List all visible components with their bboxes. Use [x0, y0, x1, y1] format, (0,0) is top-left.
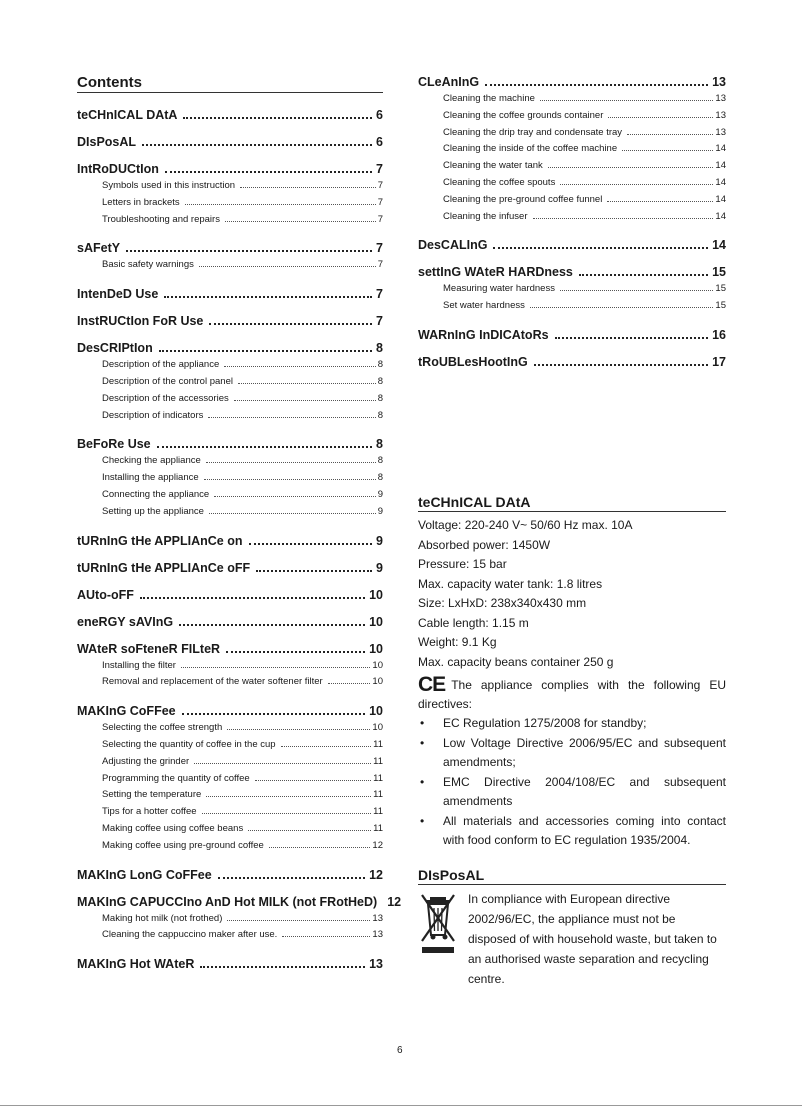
toc-entry-title: WAteR soFteneR FILteR [77, 641, 221, 656]
toc-section [77, 107, 383, 124]
toc-subentry[interactable] [102, 357, 383, 374]
footer-divider [0, 1105, 802, 1106]
toc-subentry-label: Description of the accessories [102, 392, 229, 404]
toc-entry[interactable] [77, 134, 383, 151]
toc-subentry[interactable] [102, 804, 383, 821]
dot-leader [182, 713, 365, 715]
toc-subentry-label: Cleaning the machine [443, 93, 535, 104]
toc-entry-page: 7 [376, 287, 383, 302]
toc-subentry[interactable] [102, 374, 383, 391]
toc-subentry-page: 11 [373, 772, 383, 784]
toc-entry[interactable] [77, 340, 383, 357]
toc-section [77, 587, 383, 604]
toc-entry-title: tRoUBLesHootInG [418, 354, 528, 369]
toc-section [77, 956, 383, 973]
toc-subentry-label: Connecting the appliance [102, 488, 210, 500]
toc-subentry-page: 7 [377, 180, 383, 191]
toc-entry[interactable] [77, 703, 383, 720]
toc-subentry-label: Setting the temperature [102, 789, 202, 801]
toc-subentry-page: 14 [715, 143, 726, 155]
toc-subentry-label: Basic safety warnings [102, 259, 194, 271]
toc-subentry[interactable] [102, 771, 383, 788]
toc-subentry-page: 14 [715, 193, 726, 205]
spec-line: Max. capacity water tank: 1.8 litres [418, 576, 603, 591]
dot-leader [209, 513, 376, 514]
toc-entry-page: 14 [712, 238, 726, 253]
dot-leader [560, 184, 713, 185]
toc-entry-page: 10 [369, 587, 383, 602]
toc-entry-title: tURnInG tHe APPLIAnCe on [77, 533, 243, 548]
dot-leader [281, 746, 372, 747]
toc-subentry[interactable] [443, 91, 726, 108]
dot-leader [226, 651, 365, 653]
toc-subentry[interactable] [102, 674, 383, 691]
toc-section [77, 641, 383, 694]
toc-subentry-page: 8 [377, 409, 383, 421]
dot-leader [227, 729, 370, 730]
contents-column-right [418, 74, 726, 986]
dot-leader [256, 570, 372, 572]
dot-leader [627, 134, 713, 135]
toc-entry[interactable] [77, 587, 383, 604]
dot-leader [227, 920, 370, 921]
toc-section [77, 894, 402, 947]
toc-subentry-page: 11 [373, 789, 383, 801]
toc-left-list [77, 107, 402, 973]
dot-leader [206, 796, 371, 797]
toc-entry-page: 7 [376, 241, 383, 256]
toc-subentry-label: Setting up the appliance [102, 505, 204, 517]
dot-leader [140, 597, 365, 599]
toc-section [77, 340, 383, 426]
toc-subentry-page: 9 [377, 505, 383, 517]
dot-leader [218, 877, 365, 879]
toc-subentry-page: 8 [377, 359, 383, 371]
spec-line: Weight: 9.1 Kg [418, 635, 497, 649]
toc-section [77, 614, 383, 631]
toc-subentry-label: Cleaning the drip tray and condensate tray [443, 126, 623, 138]
toc-subentry-page: 11 [373, 738, 383, 750]
toc-entry[interactable] [418, 264, 726, 281]
toc-subentry-page: 10 [372, 722, 383, 734]
toc-subentry-page: 11 [373, 755, 383, 767]
toc-entry[interactable] [77, 614, 383, 631]
toc-entry-title: eneRGY sAVInG [77, 614, 174, 629]
dot-leader [238, 383, 376, 384]
toc-entry-title: IntenDeD Use [77, 287, 159, 302]
toc-entry-page: 8 [376, 437, 383, 452]
toc-subentry-label: Cleaning the coffee spouts [443, 176, 556, 188]
toc-entry-page: 10 [369, 704, 383, 719]
toc-subentry-page: 10 [372, 659, 383, 671]
technical-data-section [418, 494, 726, 989]
toc-entry-title: WARnInG InDICAtoRs [418, 327, 549, 342]
toc-subentry-label: Cleaning the pre-ground coffee funnel [443, 193, 603, 205]
toc-section [77, 533, 383, 550]
toc-entry-title: settInG WAteR HARDness [418, 265, 573, 280]
dot-leader [206, 462, 376, 463]
toc-section [77, 436, 383, 522]
toc-subentry-label: Making coffee using coffee beans [102, 822, 244, 834]
dot-leader [165, 171, 372, 173]
toc-entry-page: 7 [376, 314, 383, 329]
toc-subentry-label: Checking the appliance [102, 455, 201, 467]
dot-leader [157, 446, 372, 448]
contents-title: Contents [77, 74, 383, 93]
dot-leader [240, 187, 376, 188]
dot-leader [249, 543, 373, 545]
toc-subentry[interactable] [102, 178, 383, 195]
disposal-title: DIsPosAL [418, 867, 726, 885]
toc-entry-page: 12 [369, 867, 383, 882]
toc-subentry[interactable] [102, 658, 383, 675]
toc-entry-title: MAKInG Hot WAteR [77, 957, 195, 972]
toc-section [77, 161, 383, 230]
toc-entry[interactable] [77, 956, 383, 973]
toc-subentry[interactable] [443, 158, 726, 175]
toc-subentry[interactable] [102, 754, 383, 771]
dot-leader [224, 366, 375, 367]
toc-subentry-label: Troubleshooting and repairs [102, 213, 220, 225]
toc-entry-title: DesCRIPtIon [77, 341, 153, 356]
dot-leader [607, 201, 713, 202]
toc-subentry-page: 14 [715, 160, 726, 172]
list-item: • All materials and accessories coming into contact with food conform to EC regulation 1935/2004. [418, 812, 726, 851]
toc-entry-title: CLeAnInG [418, 75, 480, 89]
dot-leader [164, 296, 372, 298]
dot-leader [282, 936, 370, 937]
toc-subentry-page: 15 [715, 283, 726, 295]
toc-subentry[interactable] [102, 911, 383, 928]
dot-leader [579, 274, 708, 276]
toc-subentry-page: 8 [377, 375, 383, 387]
toc-entry-title: BeFoRe Use [77, 437, 151, 452]
list-item: • EMC Directive 2004/108/EC and subsequent amendments [418, 773, 726, 812]
toc-entry[interactable] [77, 286, 383, 303]
dot-leader [269, 847, 371, 848]
toc-section [418, 327, 726, 344]
ce-text: The appliance complies with the following EU directives: [418, 678, 726, 711]
toc-subentry[interactable] [443, 175, 726, 192]
toc-subentry-page: 13 [715, 93, 726, 104]
dot-leader [328, 683, 371, 684]
toc-subentry-page: 11 [373, 806, 383, 818]
dot-leader [204, 479, 376, 480]
toc-section [77, 286, 383, 303]
toc-subentry-label: Set water hardness [443, 300, 525, 312]
dot-leader [248, 830, 371, 831]
dot-leader [534, 364, 708, 366]
toc-subentry[interactable] [443, 125, 726, 142]
dot-leader [622, 150, 713, 151]
toc-entry[interactable] [77, 533, 383, 550]
toc-subentry-label: Description of indicators [102, 409, 204, 421]
toc-entry-title: MAKInG CAPUCCIno AnD Hot MILK (not FRotHeD) [77, 894, 378, 909]
dot-leader [200, 966, 365, 968]
toc-subentry-page: 7 [377, 196, 383, 208]
dot-leader [214, 496, 375, 497]
toc-entry-title: tURnInG tHe APPLIAnCe oFF [77, 560, 251, 575]
dot-leader [533, 218, 714, 219]
dot-leader [199, 266, 376, 267]
spec-line: Voltage: 220-240 V~ 50/60 Hz max. 10A [418, 518, 633, 532]
toc-subentry-page: 13 [715, 109, 726, 121]
dot-leader [255, 780, 371, 781]
contents-column-left [77, 74, 402, 983]
toc-entry-page: 9 [376, 560, 383, 575]
toc-subentry-label: Cleaning the inside of the coffee machine [443, 143, 618, 155]
toc-entry[interactable] [418, 327, 726, 344]
toc-subentry[interactable] [443, 209, 726, 226]
toc-subentry[interactable] [102, 838, 383, 855]
toc-entry-title: AUto-oFF [77, 587, 134, 602]
toc-entry[interactable] [418, 74, 726, 91]
toc-subentry-page: 14 [715, 210, 726, 222]
disposal-block [418, 889, 726, 989]
toc-subentry-label: Cleaning the infuser [443, 210, 528, 222]
dot-leader [540, 100, 714, 101]
dot-leader [485, 84, 708, 86]
dot-leader [209, 323, 372, 325]
dot-leader [159, 350, 372, 352]
toc-subentry[interactable] [443, 108, 726, 125]
spec-line: Max. capacity beans container 250 g [418, 654, 614, 669]
toc-entry[interactable] [418, 354, 726, 371]
toc-entry-title: DesCALInG [418, 238, 488, 253]
toc-section [77, 313, 383, 330]
toc-entry[interactable] [77, 560, 383, 577]
toc-subentry-label: Making coffee using pre-ground coffee [102, 839, 264, 851]
spec-line: Absorbed power: 1450W [418, 537, 551, 552]
toc-subentry-label: Installing the appliance [102, 472, 199, 484]
toc-subentry[interactable] [102, 257, 383, 274]
toc-entry-title: IntRoDUCtIon [77, 162, 159, 176]
toc-entry-page: 10 [369, 614, 383, 629]
ce-compliance-text [418, 675, 726, 714]
toc-subentry-page: 8 [377, 392, 383, 404]
toc-subentry[interactable] [102, 927, 383, 944]
toc-section [77, 560, 383, 577]
toc-entry-title: MAKInG LonG CoFFee [77, 867, 212, 882]
toc-subentry-label: Making hot milk (not frothed) [102, 912, 223, 924]
toc-entry-title: teCHnICAL DAtA [77, 108, 178, 122]
toc-subentry[interactable] [102, 195, 383, 212]
toc-entry-page: 13 [712, 75, 726, 89]
toc-entry-page: 7 [376, 162, 383, 176]
toc-subentry[interactable] [102, 470, 383, 487]
toc-entry-page: 12 [387, 894, 402, 909]
dot-leader [608, 117, 713, 118]
spec-line: Cable length: 1.15 m [418, 615, 529, 630]
toc-subentry[interactable] [102, 737, 383, 754]
toc-subentry[interactable] [102, 487, 383, 504]
toc-entry[interactable] [418, 237, 726, 254]
toc-subentry-label: Cleaning the cappuccino maker after use. [102, 929, 278, 941]
toc-subentry[interactable] [443, 141, 726, 158]
toc-subentry-label: Letters in brackets [102, 196, 180, 208]
toc-section [418, 264, 726, 317]
dot-leader [548, 167, 714, 168]
toc-subentry[interactable] [102, 720, 383, 737]
toc-entry[interactable] [77, 641, 383, 658]
dot-leader [234, 400, 376, 401]
toc-section [77, 240, 383, 276]
toc-subentry-label: Symbols used in this instruction [102, 180, 236, 191]
toc-entry[interactable] [77, 240, 383, 257]
directive-list [418, 714, 726, 851]
dot-leader [493, 247, 708, 249]
toc-subentry-label: Removal and replacement of the water softener filter [102, 676, 323, 688]
toc-subentry-label: Installing the filter [102, 659, 176, 671]
toc-entry-page: 16 [712, 327, 726, 342]
toc-subentry-page: 7 [377, 259, 383, 271]
toc-subentry[interactable] [102, 453, 383, 470]
dot-leader [179, 624, 365, 626]
dot-leader [181, 667, 370, 668]
list-item: • EC Regulation 1275/2008 for standby; [418, 714, 726, 734]
toc-subentry-page: 14 [715, 176, 726, 188]
dot-leader [183, 117, 372, 119]
toc-entry-page: 17 [712, 354, 726, 369]
toc-subentry-page: 13 [372, 929, 383, 941]
dot-leader [530, 307, 714, 308]
toc-entry[interactable] [77, 161, 383, 178]
toc-subentry[interactable] [102, 504, 383, 521]
toc-subentry-page: 11 [373, 822, 383, 834]
dot-leader [142, 144, 372, 146]
toc-subentry-label: Selecting the coffee strength [102, 722, 223, 734]
toc-subentry-page: 8 [377, 455, 383, 467]
toc-subentry[interactable] [102, 787, 383, 804]
toc-entry[interactable] [77, 436, 383, 453]
toc-subentry[interactable] [443, 298, 726, 315]
toc-entry-title: InstRUCtIon FoR Use [77, 314, 204, 329]
toc-subentry[interactable] [102, 821, 383, 838]
toc-subentry-page: 13 [372, 912, 383, 924]
toc-subentry-page: 9 [377, 488, 383, 500]
toc-section [418, 237, 726, 254]
toc-subentry-label: Cleaning the coffee grounds container [443, 109, 604, 121]
toc-subentry[interactable] [443, 281, 726, 298]
toc-subentry-page: 12 [372, 839, 383, 851]
toc-subentry-label: Description of the control panel [102, 375, 233, 387]
toc-entry-page: 8 [376, 341, 383, 356]
toc-entry[interactable] [77, 313, 383, 330]
dot-leader [560, 290, 713, 291]
toc-entry-page: 9 [376, 533, 383, 548]
toc-subentry[interactable] [102, 408, 383, 425]
disposal-text: In compliance with European directive 2002/96/EC, the appliance must not be disposed of with household waste, but taken to an authorised waste separation and recycling centre. [468, 891, 717, 986]
crossed-bin-icon [418, 889, 458, 989]
dot-leader [185, 204, 376, 205]
toc-right-list [418, 74, 726, 371]
toc-subentry-label: Measuring water hardness [443, 283, 555, 295]
spec-line: Pressure: 15 bar [418, 557, 507, 571]
toc-subentry-page: 10 [372, 676, 383, 688]
toc-subentry-page: 8 [377, 472, 383, 484]
toc-section [77, 134, 383, 151]
toc-section [77, 703, 383, 856]
toc-subentry-page: 13 [715, 126, 726, 138]
toc-entry-title: sAFetY [77, 241, 121, 256]
dot-leader [194, 763, 371, 764]
toc-entry-title: DIsPosAL [77, 135, 137, 149]
technical-data-title: teCHnICAL DAtA [418, 494, 726, 512]
toc-entry-page: 13 [369, 957, 383, 972]
toc-subentry-page: 7 [377, 213, 383, 225]
toc-entry[interactable] [77, 867, 383, 884]
toc-entry-page: 10 [369, 641, 383, 656]
toc-subentry-label: Programming the quantity of coffee [102, 772, 250, 784]
dot-leader [208, 417, 375, 418]
toc-entry[interactable] [77, 107, 383, 124]
toc-entry-page: 6 [376, 135, 383, 149]
toc-entry-page: 15 [712, 265, 726, 280]
spec-line: Size: LxHxD: 238x340x430 mm [418, 596, 587, 610]
dot-leader [225, 221, 376, 222]
toc-entry-title: MAKInG CoFFee [77, 704, 176, 719]
toc-subentry-label: Cleaning the water tank [443, 160, 543, 172]
dot-leader [126, 250, 372, 252]
dot-leader [555, 337, 709, 339]
ce-mark-icon: CE [418, 673, 446, 696]
list-item: • Low Voltage Directive 2006/95/EC and subsequent amendments; [418, 734, 726, 773]
toc-subentry-label: Tips for a hotter coffee [102, 806, 197, 818]
toc-entry-page: 6 [376, 108, 383, 122]
page-number: 6 [397, 1045, 403, 1056]
toc-subentry-label: Selecting the quantity of coffee in the cup [102, 738, 276, 750]
toc-subentry[interactable] [102, 391, 383, 408]
toc-subentry[interactable] [443, 192, 726, 209]
toc-entry[interactable] [77, 894, 402, 911]
toc-subentry-page: 15 [715, 300, 726, 312]
toc-subentry[interactable] [102, 212, 383, 229]
dot-leader [202, 813, 372, 814]
toc-section [418, 74, 726, 227]
toc-section [418, 354, 726, 371]
toc-subentry-label: Adjusting the grinder [102, 755, 190, 767]
toc-subentry-label: Description of the appliance [102, 359, 220, 371]
toc-section [77, 867, 383, 884]
